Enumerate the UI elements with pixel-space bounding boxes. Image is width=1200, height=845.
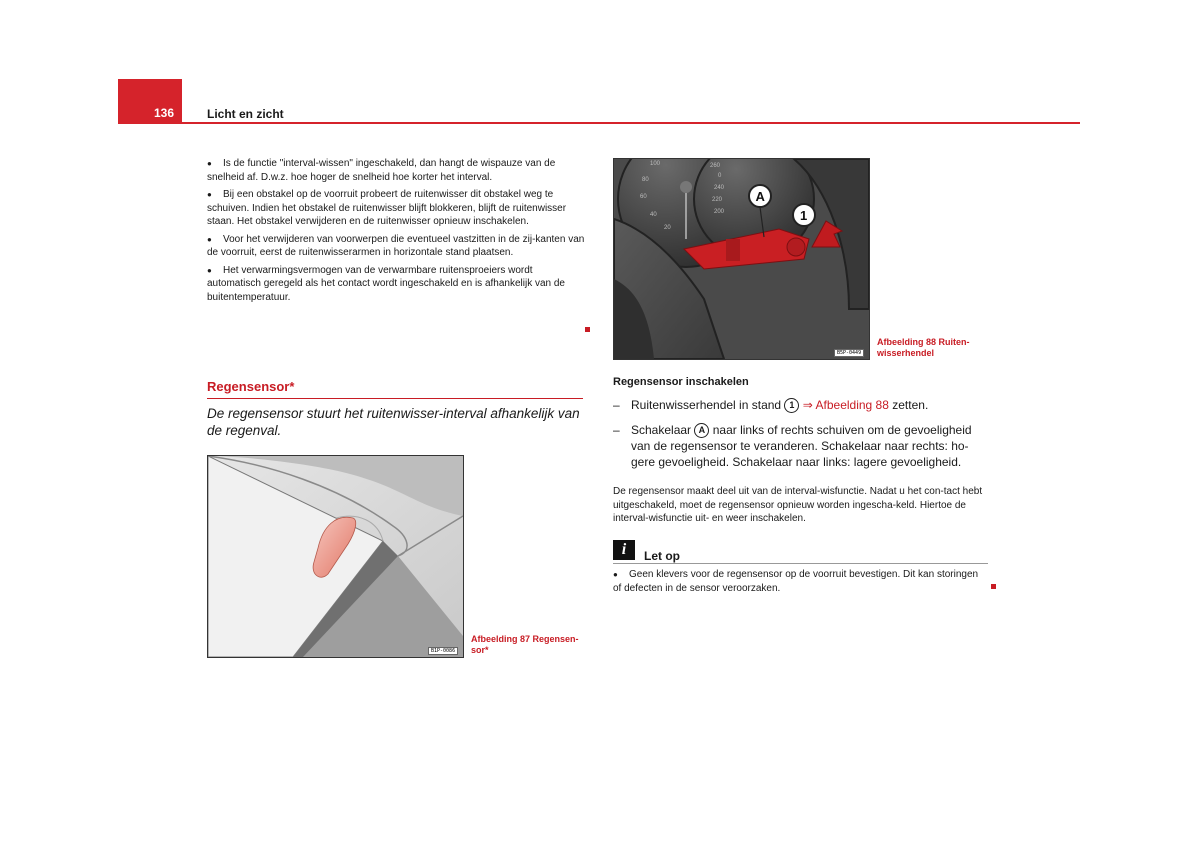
figure-88-wiper-lever <box>613 158 870 360</box>
list-item: – Ruitenwisserhendel in stand 1 ⇒ Afbeelding 88 zetten. <box>613 398 929 412</box>
list-item: ● Het verwarmingsvermogen van de verwarmbare ruitensproeiers wordt automatisch geregeld als het contact wordt ingeschakeld en is afhankelijk van de buitentemperatuur. <box>207 264 565 303</box>
svg-text:60: 60 <box>640 194 647 200</box>
svg-text:220: 220 <box>712 197 723 203</box>
figure-code: B5P-0449 <box>834 349 864 357</box>
list-item: ● Voor het verwijderen van voorwerpen die eventueel vastzitten in de zij-kanten van de voorruit, eerst de ruitenwisserarmen in horizontale stand plaatsen. <box>207 233 585 258</box>
page-number: 136 <box>154 106 175 120</box>
svg-text:200: 200 <box>714 209 725 215</box>
instruction-list <box>613 397 988 479</box>
bullet-list <box>207 157 585 308</box>
svg-text:0: 0 <box>718 173 722 179</box>
subsection-heading: Regensensor inschakelen <box>613 376 749 388</box>
note-divider <box>613 563 988 564</box>
body-paragraph: De regensensor maakt deel uit van de interval-wisfunctie. Nadat u het con-tact hebt uitgeschakeld, moet de regensensor opnieuw worden ingescha-keld. Hiertoe de interval-wisfunctie uit- en weer inschakelen. <box>613 486 983 524</box>
header-rule <box>182 122 1080 124</box>
svg-text:A: A <box>755 189 765 204</box>
svg-text:100: 100 <box>650 161 661 167</box>
figure-87-rain-sensor <box>207 455 464 658</box>
svg-text:20: 20 <box>664 225 671 231</box>
rain-sensor-illustration <box>208 456 463 657</box>
wiper-lever-illustration <box>614 159 869 359</box>
svg-text:240: 240 <box>714 185 725 191</box>
list-item: ● Bij een obstakel op de voorruit probeert de ruitenwisser dit obstakel weg te schuiven. Indien het obstakel de ruitenwisser blijft blokkeren, blijft de ruitenwisser staan. Het obstakel verwijderen en de ruitenwisser opnieuw inschakelen. <box>207 189 567 227</box>
svg-text:80: 80 <box>642 177 649 183</box>
figure-88-caption: Afbeelding 88 Ruiten- wisserhendel <box>877 337 970 358</box>
section-end-marker <box>991 584 996 589</box>
figure-87-caption: Afbeelding 87 Regensen- sor* <box>471 634 579 655</box>
section-intro: De regensensor stuurt het ruitenwisser-interval afhankelijk van de regenval. <box>207 406 580 438</box>
svg-text:1: 1 <box>800 208 808 223</box>
section-heading: Regensensor* <box>207 379 583 399</box>
position-1-marker: 1 <box>784 398 799 413</box>
note-text: ● Geen klevers voor de regensensor op de voorruit bevestigen. Dit kan storingen of defecten in de sensor veroorzaken. <box>613 569 979 594</box>
info-icon: i <box>613 540 635 560</box>
note-title: Let op <box>644 549 680 563</box>
switch-a-marker: A <box>694 423 709 438</box>
figure-code: B1P-0086 <box>428 647 458 655</box>
list-item: ● Is de functie "interval-wissen" ingeschakeld, dan hangt de wispauze van de snelheid af. D.w.z. hoe hoger de snelheid hoe korter het interval. <box>207 158 556 183</box>
figure-reference-link[interactable]: ⇒ Afbeelding 88 <box>802 398 889 412</box>
section-end-marker <box>585 327 590 332</box>
svg-text:260: 260 <box>710 163 721 169</box>
chapter-title: Licht en zicht <box>207 107 284 121</box>
svg-text:40: 40 <box>650 212 657 218</box>
list-item: – Schakelaar A naar links of rechts schuiven om de gevoeligheid van de regensensor te veranderen. Schakelaar naar rechts: ho-gere gevoeligheid. Schakelaar naar links: lagere gevoeligheid. <box>613 423 972 469</box>
